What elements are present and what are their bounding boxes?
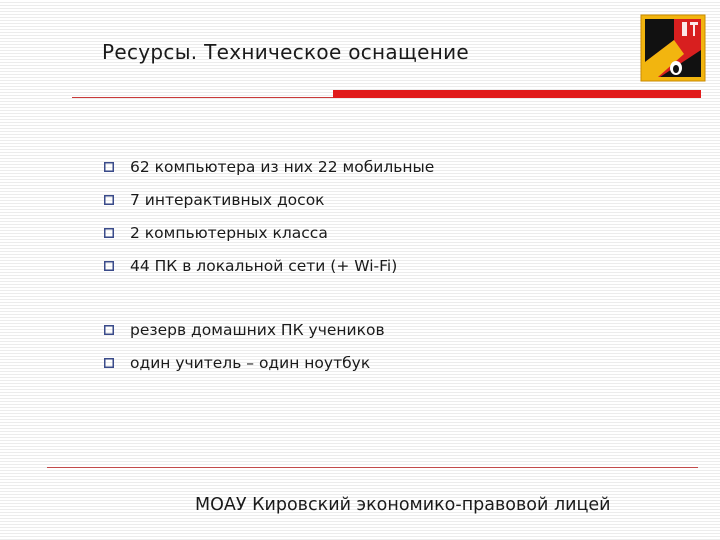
title-underline-accent xyxy=(333,90,701,98)
list-item xyxy=(104,150,434,183)
slide-title: Ресурсы. Техническое оснащение xyxy=(102,40,470,64)
footer-divider xyxy=(47,467,698,468)
list-item-text: резерв домашних ПК учеников xyxy=(130,320,385,339)
square-bullet-icon xyxy=(104,261,114,271)
list-item-text: один учитель – один ноутбук xyxy=(130,353,371,372)
square-bullet-icon xyxy=(104,162,114,172)
list-item-text: 2 компьютерных класса xyxy=(130,223,328,242)
list-item xyxy=(104,313,434,346)
list-item-text: 7 интерактивных досок xyxy=(130,190,325,209)
list-item xyxy=(104,216,434,249)
square-bullet-icon xyxy=(104,325,114,335)
title-underline-thin xyxy=(72,97,334,98)
list-item-text: 44 ПК в локальной сети (+ Wi-Fi) xyxy=(130,256,398,275)
square-bullet-icon xyxy=(104,195,114,205)
list-item xyxy=(104,346,434,379)
footer-school-name: МОАУ Кировский экономико-правовой лицей xyxy=(195,495,611,515)
list-item-text: 62 компьютера из них 22 мобильные xyxy=(130,157,435,176)
school-emblem-icon xyxy=(640,14,706,82)
list-item xyxy=(104,183,434,216)
square-bullet-icon xyxy=(104,228,114,238)
square-bullet-icon xyxy=(104,358,114,368)
bullet-list xyxy=(104,150,434,379)
list-item xyxy=(104,249,434,282)
